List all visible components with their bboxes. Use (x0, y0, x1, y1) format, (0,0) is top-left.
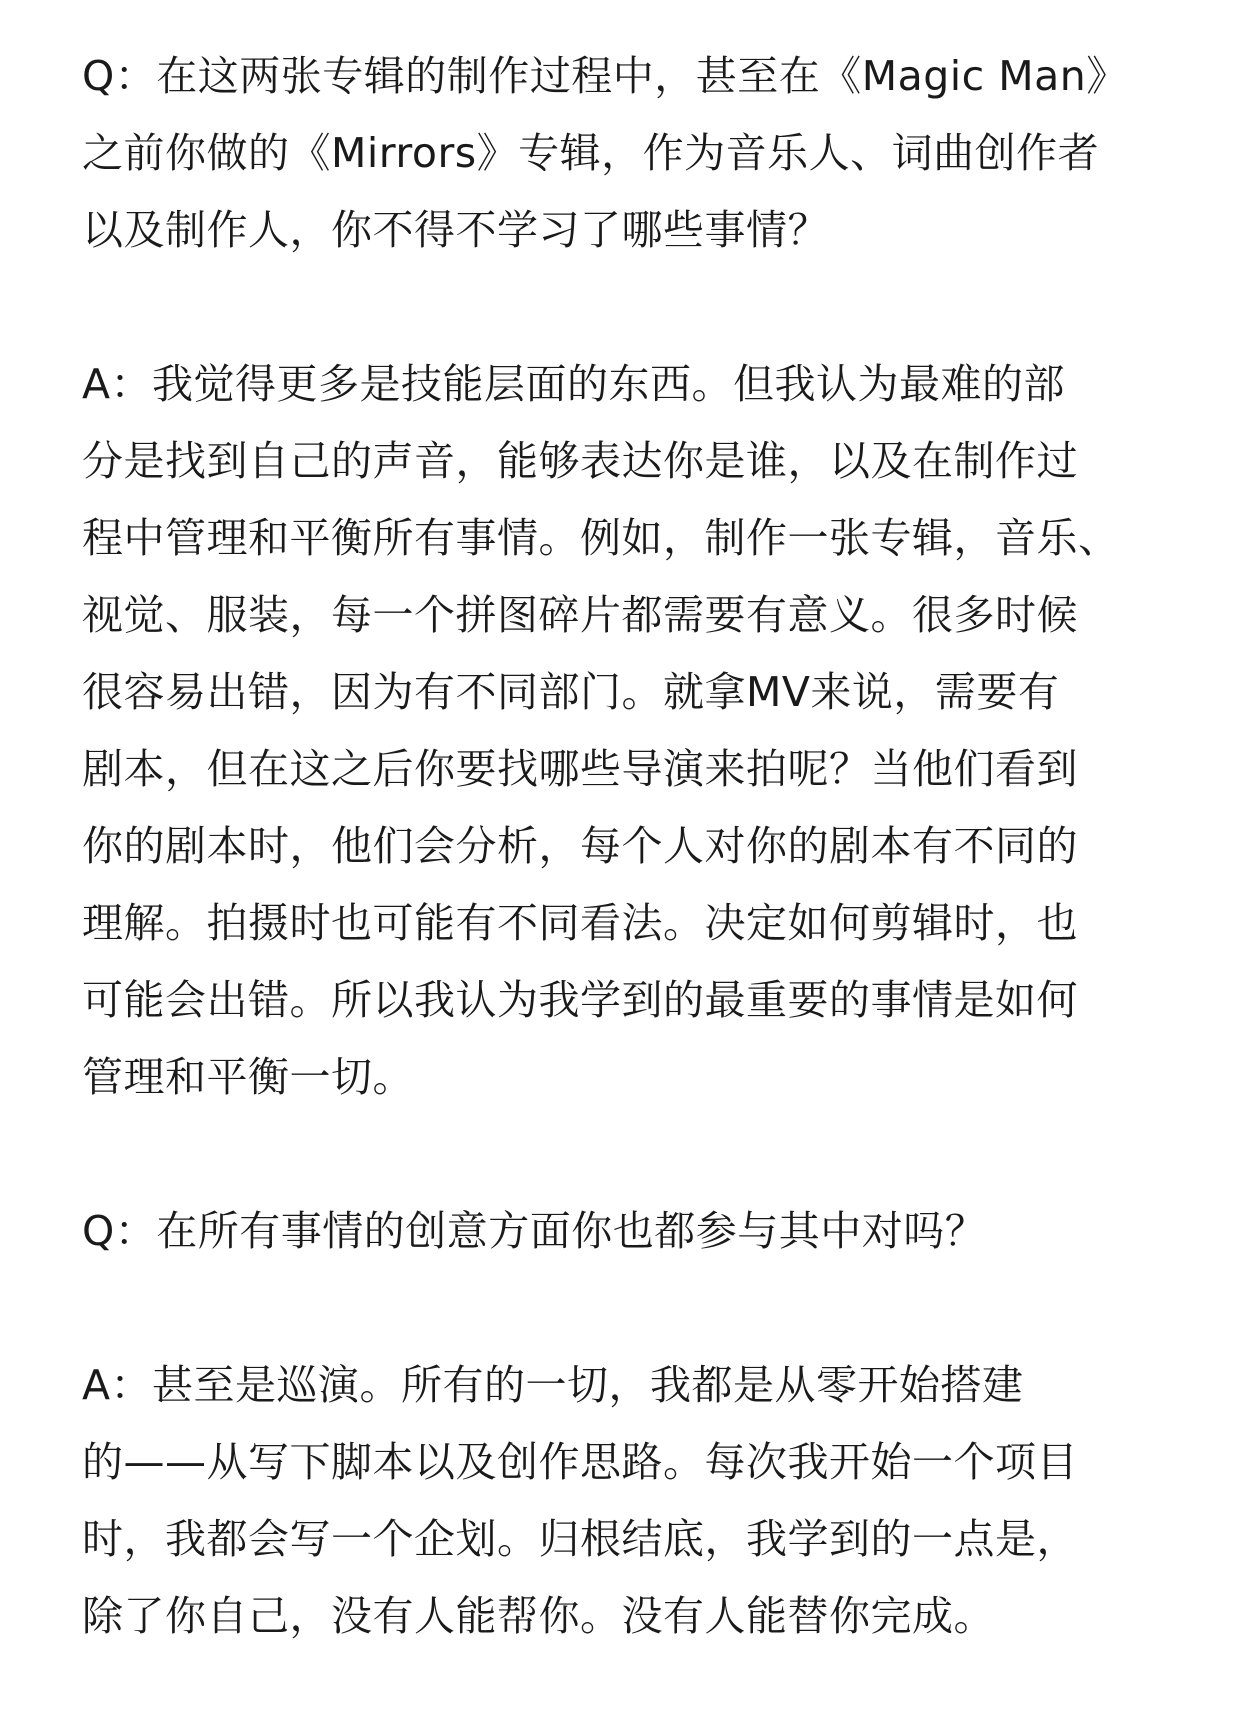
answer-paragraph (82, 346, 1192, 1116)
text-line: 以及制作人，你不得不学习了哪些事情？ (82, 206, 829, 254)
text-line: 可能会出错。所以我认为我学到的最重要的事情是如何 (82, 976, 1078, 1024)
text-line: 程中管理和平衡所有事情。例如，制作一张专辑，音乐、 (82, 514, 1120, 562)
text-line: 理解。拍摄时也可能有不同看法。决定如何剪辑时，也 (82, 899, 1078, 947)
text-line: 管理和平衡一切。 (82, 1053, 414, 1101)
question-paragraph (82, 1193, 1192, 1270)
text-line: 视觉、服装，每一个拼图碎片都需要有意义。很多时候 (82, 591, 1078, 639)
text-line: 除了你自己，没有人能帮你。没有人能替你完成。 (82, 1592, 995, 1640)
text-line: Q：在这两张专辑的制作过程中，甚至在《Magic Man》 (82, 52, 1128, 100)
question-paragraph (82, 38, 1192, 269)
text-line: 很容易出错，因为有不同部门。就拿MV来说，需要有 (82, 668, 1060, 716)
text-line: A：我觉得更多是技能层面的东西。但我认为最难的部 (82, 360, 1066, 408)
text-line: 分是找到自己的声音，能够表达你是谁，以及在制作过 (82, 437, 1078, 485)
text-line: 剧本，但在这之后你要找哪些导演来拍呢？当他们看到 (82, 745, 1078, 793)
text-line: 的——从写下脚本以及创作思路。每次我开始一个项目 (82, 1438, 1078, 1486)
text-line: Q：在所有事情的创意方面你也都参与其中对吗？ (82, 1207, 987, 1255)
text-line: A：甚至是巡演。所有的一切，我都是从零开始搭建 (82, 1361, 1024, 1409)
text-line: 时，我都会写一个企划。归根结底，我学到的一点是， (82, 1515, 1078, 1563)
answer-paragraph (82, 1347, 1192, 1655)
text-line: 你的剧本时，他们会分析，每个人对你的剧本有不同的 (82, 822, 1078, 870)
article-body (82, 38, 1192, 1732)
text-line: 之前你做的《Mirrors》专辑，作为音乐人、词曲创作者 (82, 129, 1100, 177)
